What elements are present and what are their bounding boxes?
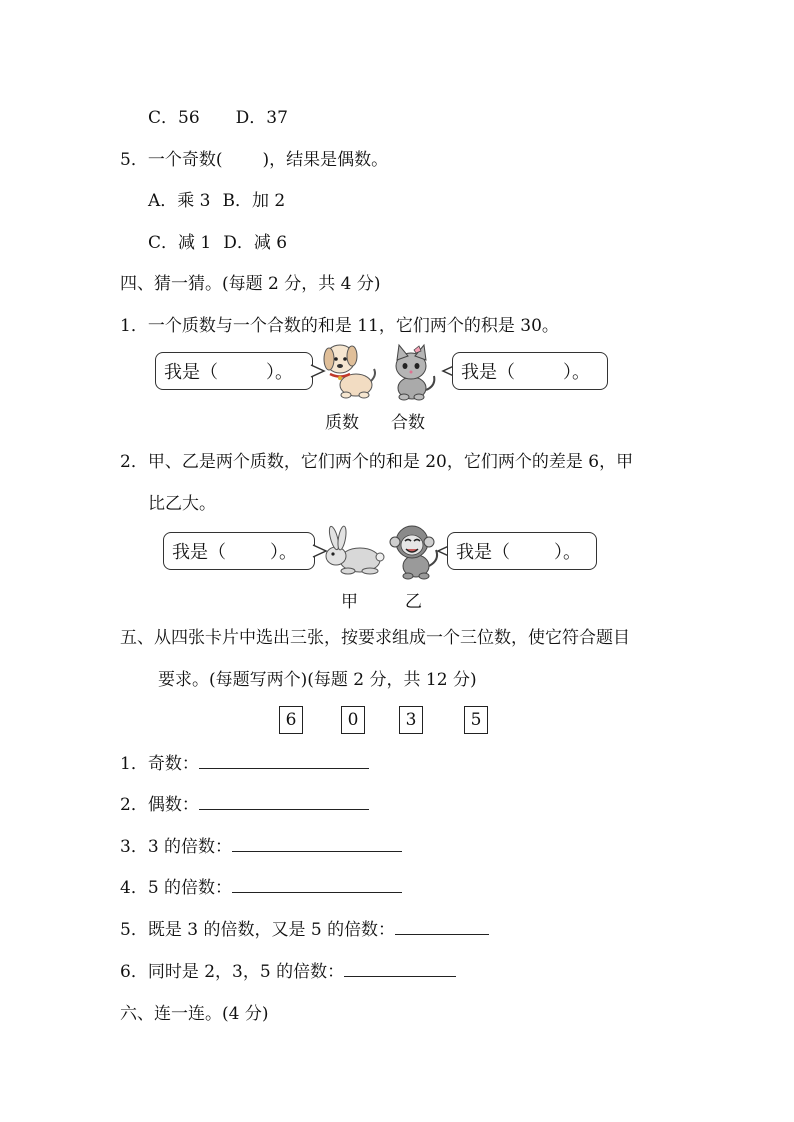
q1-label-prime: 质数	[325, 413, 359, 433]
section4-q2-text-line2: 比乙大。	[148, 494, 216, 514]
section5-title-line2: 要求。(每题写两个)(每题 2 分，共 12 分)	[158, 670, 477, 690]
section4-q1-text: 1．一个质数与一个合数的和是 11，它们两个的积是 30。	[120, 316, 559, 336]
q5-option-c: C．减 1	[148, 233, 212, 253]
section5-item-4: 4．5 的倍数：	[120, 878, 402, 898]
answer-line-2[interactable]	[199, 795, 369, 810]
q5-options-row-1	[148, 191, 285, 211]
answer-line-6[interactable]	[344, 962, 456, 977]
q1-label-composite: 合数	[391, 413, 425, 433]
q5-option-d: D．减 6	[223, 233, 288, 253]
rabbit-icon	[320, 526, 384, 576]
section5-item-6: 6．同时是 2，3，5 的倍数：	[120, 962, 456, 982]
section5-item-5: 5．既是 3 的倍数，又是 5 的倍数：	[120, 920, 489, 940]
answer-line-4[interactable]	[232, 878, 402, 893]
q4-option-d: D．37	[235, 108, 288, 128]
answer-line-5[interactable]	[395, 920, 489, 935]
answer-line-3[interactable]	[232, 837, 402, 852]
q5-options-row-2	[148, 233, 287, 253]
monkey-icon	[386, 520, 442, 580]
digit-card-1: 6	[279, 706, 303, 734]
q5-stem: 5．一个奇数( )，结果是偶数。	[120, 150, 389, 170]
digit-card-3: 3	[399, 706, 423, 734]
q1-left-speech-bubble[interactable]: 我是（ ）。	[155, 352, 313, 390]
q2-left-speech-bubble[interactable]: 我是（ ）。	[163, 532, 315, 570]
section4-q2-text-line1: 2．甲、乙是两个质数，它们两个的和是 20，它们两个的差是 6，甲	[120, 452, 634, 472]
q1-right-speech-bubble[interactable]: 我是（ ）。	[452, 352, 608, 390]
q5-option-a: A．乘 3	[148, 191, 211, 211]
q2-right-speech-bubble[interactable]: 我是（ ）。	[447, 532, 597, 570]
section5-title-line1: 五、从四张卡片中选出三张，按要求组成一个三位数，使它符合题目	[120, 628, 630, 648]
digit-card-2: 0	[341, 706, 365, 734]
answer-line-1[interactable]	[199, 754, 369, 769]
section4-title: 四、猜一猜。(每题 2 分，共 4 分)	[120, 274, 381, 294]
q4-option-c: C．56	[148, 108, 200, 128]
section5-item-2: 2．偶数：	[120, 795, 369, 815]
section6-title: 六、连一连。(4 分)	[120, 1004, 269, 1024]
cat-icon	[384, 342, 440, 402]
section5-item-3: 3．3 的倍数：	[120, 837, 402, 857]
section5-item-1: 1．奇数：	[120, 754, 369, 774]
q2-label-jia: 甲	[341, 592, 358, 612]
q2-label-yi: 乙	[405, 592, 422, 612]
dog-icon	[318, 337, 378, 401]
digit-card-4: 5	[464, 706, 488, 734]
q5-option-b: B．加 2	[222, 191, 286, 211]
q4-options-row	[148, 108, 288, 128]
